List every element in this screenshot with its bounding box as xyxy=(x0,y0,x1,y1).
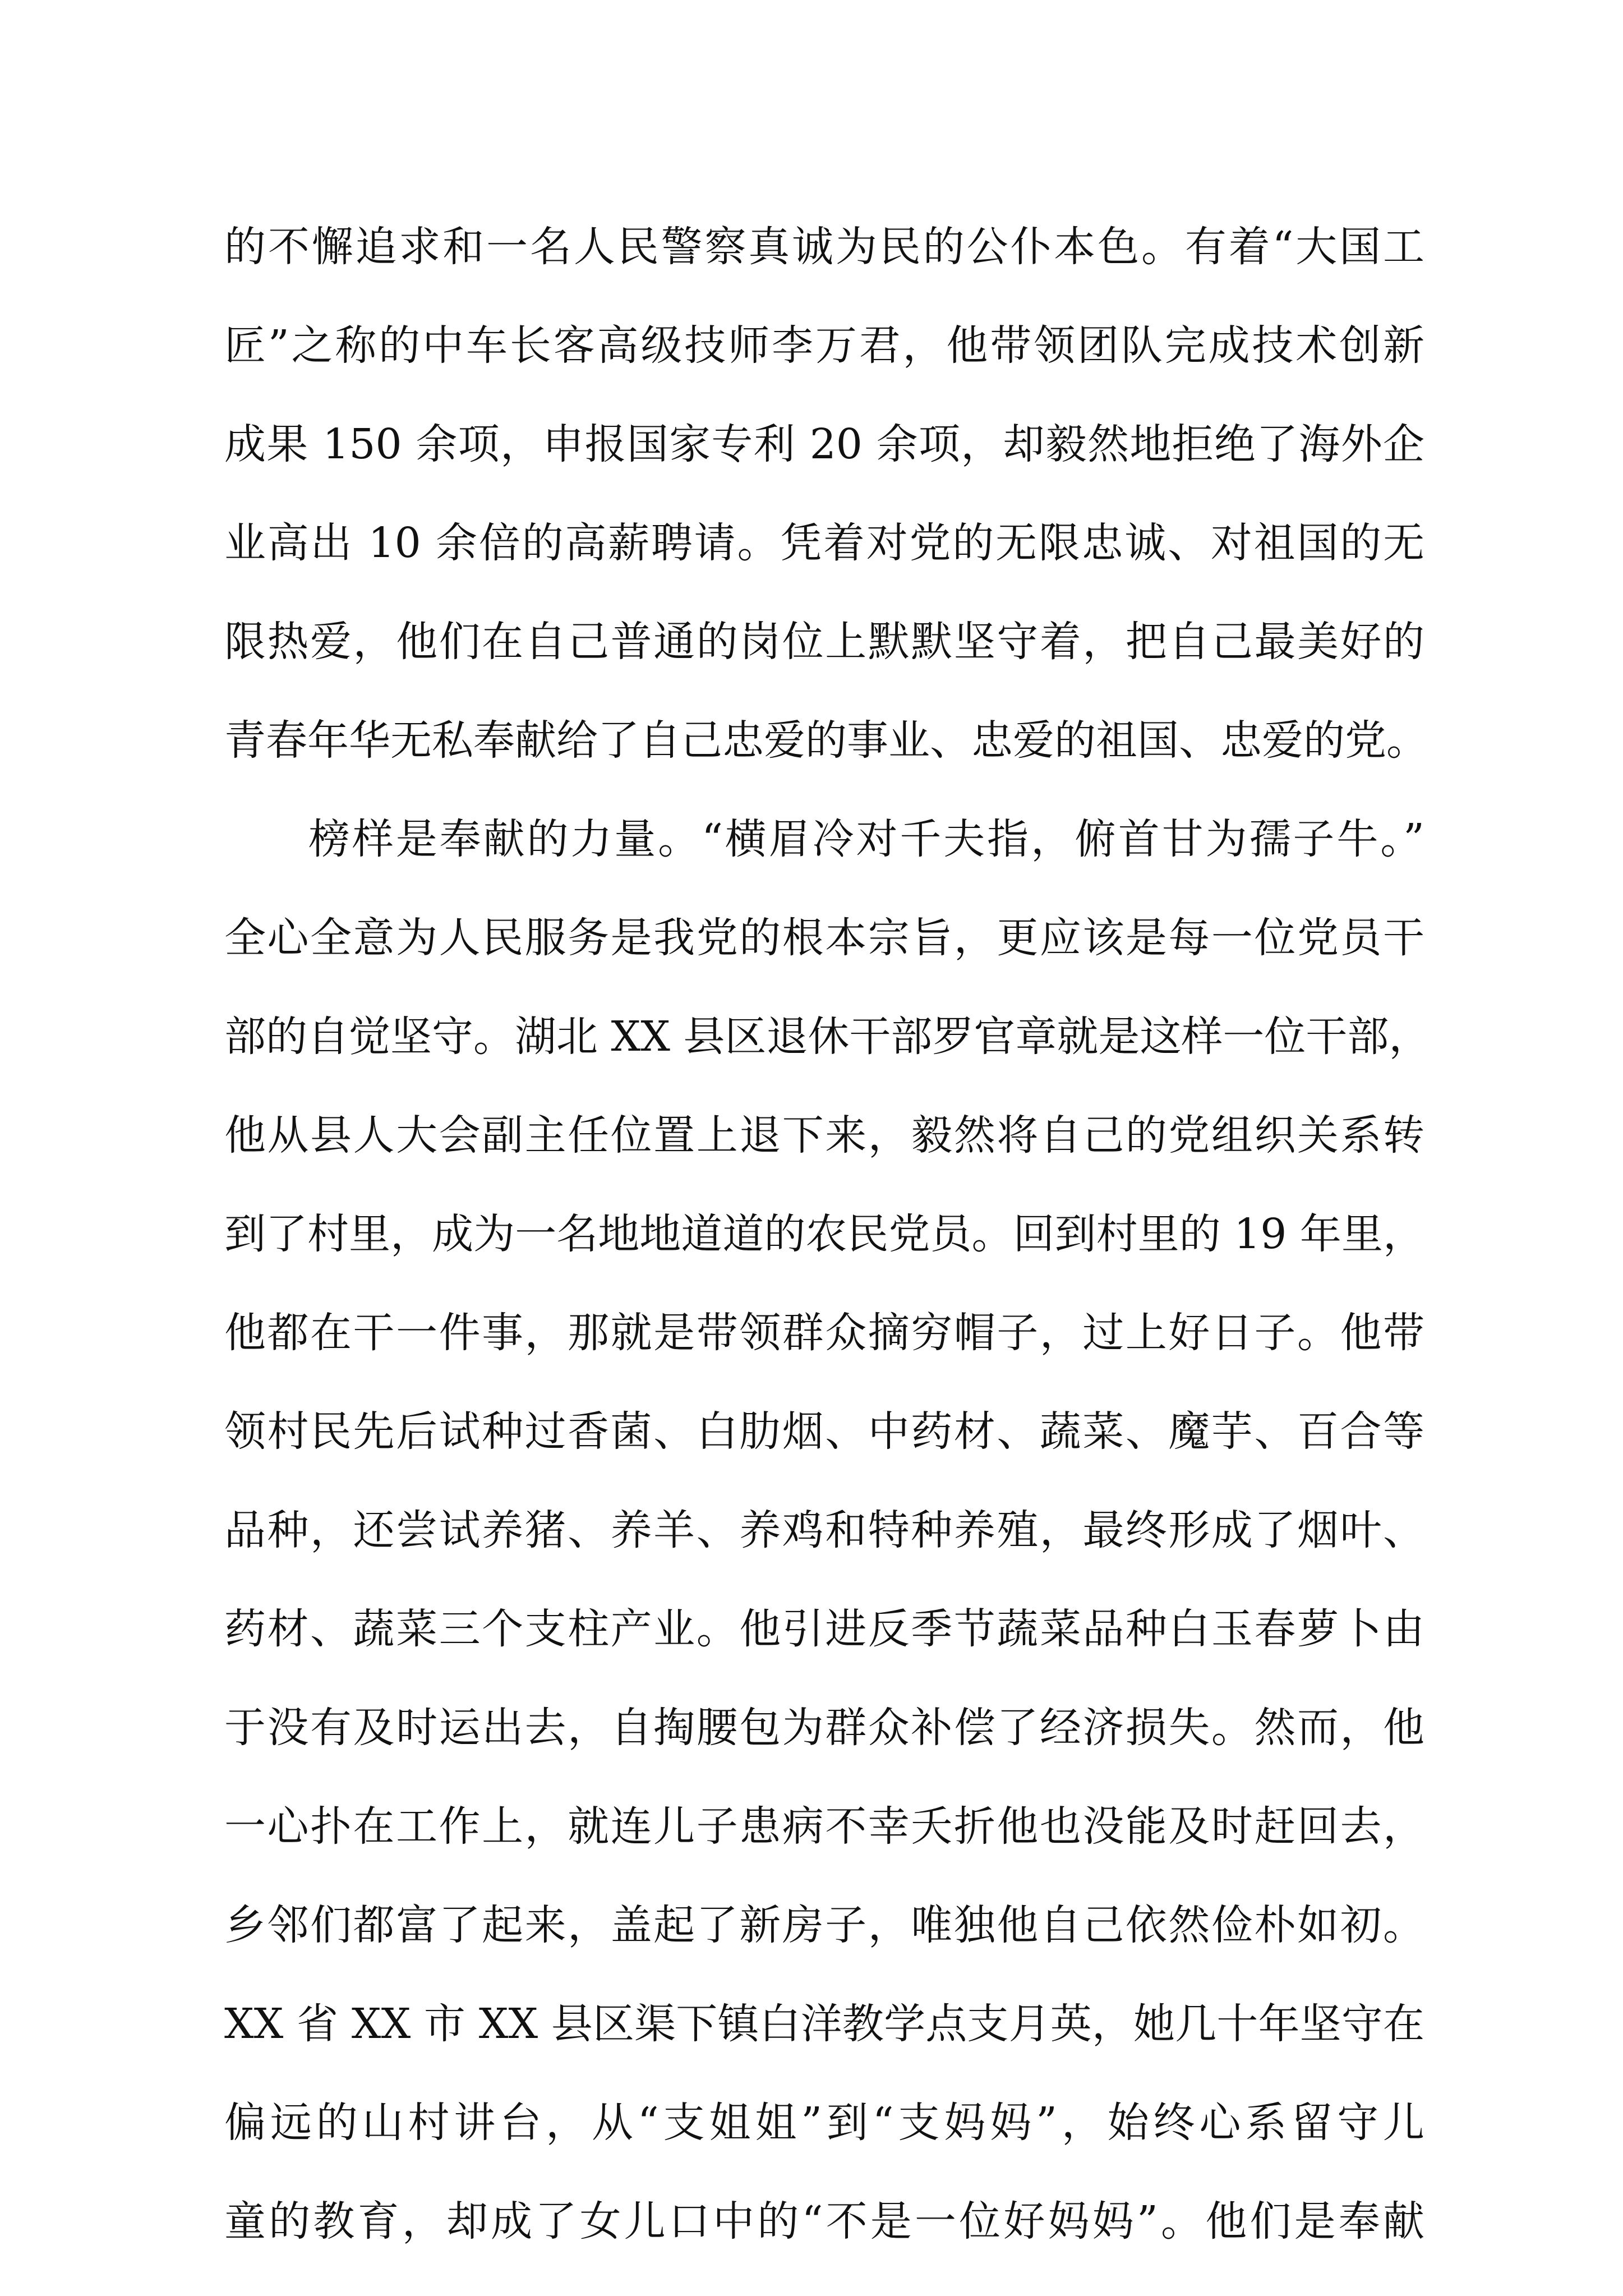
text-line: 他都在干一件事，那就是带领群众摘穷帽子，过上好日子。他带 xyxy=(224,1309,1424,1357)
text-line: 领村民先后试种过香菌、白肋烟、中药材、蔬菜、魔芋、百合等 xyxy=(224,1407,1424,1456)
text-line: 于没有及时运出去，自掏腰包为群众补偿了经济损失。然而，他 xyxy=(224,1704,1424,1752)
text-line: 药材、蔬菜三个支柱产业。他引进反季节蔬菜品种白玉春萝卜由 xyxy=(224,1605,1424,1653)
text-line: XX 省 XX 市 XX 县区渠下镇白洋教学点支月英，她几十年坚守在 xyxy=(224,2000,1424,2048)
text-line: 限热爱，他们在自己普通的岗位上默默坚守着，把自己最美好的 xyxy=(224,618,1424,666)
text-line: 童的教育，却成了女儿口中的“不是一位好妈妈”。他们是奉献 xyxy=(224,2197,1424,2246)
paragraph-first-line: 榜样是奉献的力量。“横眉冷对千夫指，俯首甘为孺子牛。” xyxy=(308,815,1424,863)
text-line: 部的自觉坚守。湖北 XX 县区退休干部罗官章就是这样一位干部， xyxy=(224,1013,1431,1061)
text-line: 偏远的山村讲台，从“支姐姐”到“支妈妈”，始终心系留守儿 xyxy=(224,2099,1424,2147)
text-line: 的不懈追求和一名人民警察真诚为民的公仆本色。有着“大国工 xyxy=(224,223,1424,271)
text-line: 乡邻们都富了起来，盖起了新房子，唯独他自己依然俭朴如初。 xyxy=(224,1901,1424,1949)
text-line: 全心全意为人民服务是我党的根本宗旨，更应该是每一位党员干 xyxy=(224,914,1424,962)
text-line: 匠”之称的中车长客高级技师李万君，他带领团队完成技术创新 xyxy=(224,321,1424,370)
text-line: 到了村里，成为一名地地道道的农民党员。回到村里的 19 年里， xyxy=(224,1210,1424,1258)
text-line: 品种，还尝试养猪、养羊、养鸡和特种养殖，最终形成了烟叶、 xyxy=(224,1506,1424,1554)
text-line: 业高出 10 余倍的高薪聘请。凭着对党的无限忠诚、对祖国的无 xyxy=(224,519,1424,567)
text-line: 成果 150 余项，申报国家专利 20 余项，却毅然地拒绝了海外企 xyxy=(224,420,1424,468)
text-line: 青春年华无私奉献给了自己忠爱的事业、忠爱的祖国、忠爱的党。 xyxy=(224,716,1428,765)
text-line: 一心扑在工作上，就连儿子患病不幸夭折他也没能及时赶回去， xyxy=(224,1802,1424,1851)
text-line: 他从县人大会副主任位置上退下来，毅然将自己的党组织关系转 xyxy=(224,1111,1424,1159)
